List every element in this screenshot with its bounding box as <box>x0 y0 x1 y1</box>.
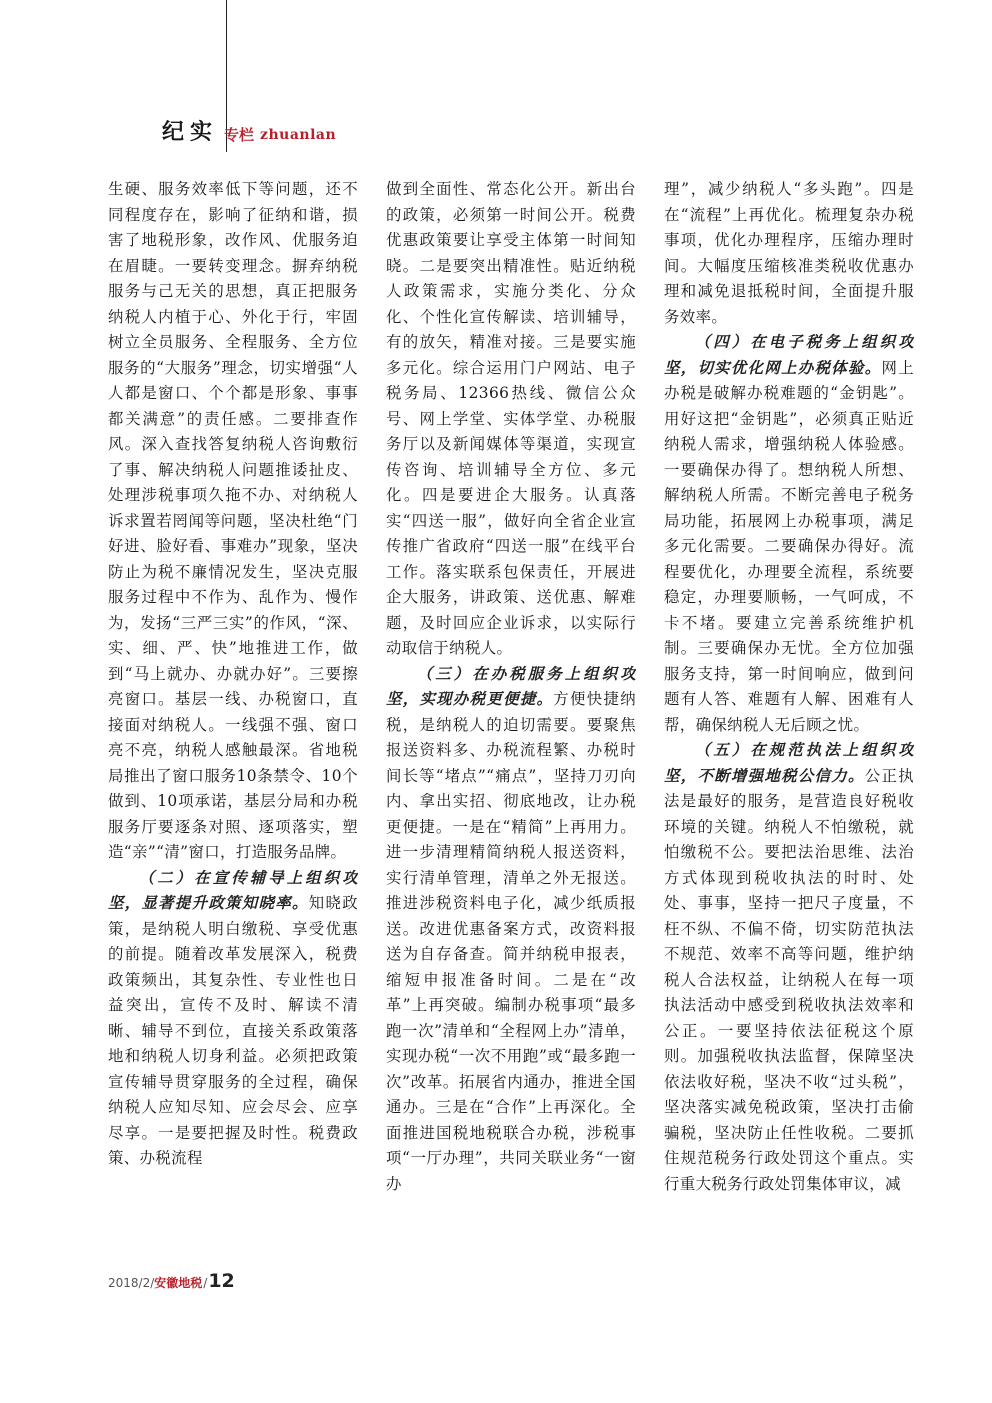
text-column-2 <box>386 177 636 1249</box>
column-pinyin: zhuanlan <box>260 127 337 143</box>
paragraph-body: 公正执法是最好的服务，是营造良好税收环境的关键。纳税人不怕缴税，就怕缴税不公。要把法治思维、法治方式体现到税收执法的时时、处处、事事，坚持一把尺子度量，不枉不纵、不偏不倚，切实防范执法不规范、效率不高等问题，维护纳税人合法权益，让纳税人在每一项执法活动中感受到税收执法效率和公正。一要坚持依法征税这个原则。加强税收执法监督，保障坚决依法收好税，坚决不收“过头税”，坚决落实减免税政策，坚决打击偷骗税，坚决防止任性收税。二要抓住规范税务行政处罚这个重点。实行重大税务行政处罚集体审议，减 <box>664 766 914 1193</box>
paragraph: 理”，减少纳税人“多头跑”。四是在“流程”上再优化。梳理复杂办税事项，优化办理程序，压缩办理时间。大幅度压缩核准类税收优惠办理和减免退抵税时间，全面提升服务效率。 <box>664 180 914 326</box>
footer-separator: / <box>203 1276 208 1290</box>
paragraph-body: 方便快捷纳税，是纳税人的迫切需要。要聚焦报送资料多、办税流程繁、办税时间长等“堵点”“痛点”，坚持刀刃向内、拿出实招、彻底地改，让办税更便捷。一是在“精简”上再用力。进一步清理精简纳税人报送资料，实行清单管理，清单之外无报送。推进涉税资料电子化，减少纸质报送。改进优惠备案方式，改资料报送为自存备查。简并纳税申报表，缩短申报准备时间。二是在“改革”上再突破。编制办税事项“最多跑一次”清单和“全程网上办”清单，实现办税“一次不用跑”或“最多跑一次”改革。拓展省内通办，推进全国通办。三是在“合作”上再深化。全面推进国税地税联合办税，涉税事项“一厅办理”，共同关联业务“一窗办 <box>386 690 636 1193</box>
magazine-name: 安徽地税 <box>154 1276 203 1290</box>
paragraph <box>664 738 914 1197</box>
paragraph: 生硬、服务效率低下等问题，还不同程度存在，影响了征纳和谐，损害了地税形象，改作风、优服务迫在眉睫。一要转变理念。摒弃纳税服务与己无关的思想，真正把服务纳税人内植于心、外化于行，牢固树立全员服务、全程服务、全方位服务的“大服务”理念，切实增强“人人都是窗口、个个都是形象、事事都关满意”的责任感。二要排查作风。深入查找答复纳税人咨询敷衍了事、解决纳税人问题推诿扯皮、处理涉税事项久拖不办、对纳税人诉求置若罔闻等问题，坚决杜绝“门好进、脸好看、事难办”现象，坚决防止为税不廉情况发生，坚决克服服务过程中不作为、乱作为、慢作为，发扬“三严三实”的作风，“深、实、细、严、快”地推进工作，做到“马上就办、办就办好”。三要擦亮窗口。基层一线、办税窗口，直接面对纳税人。一线强不强、窗口亮不亮，纳税人感触最深。省地税局推出了窗口服务10条禁令、10个做到、10项承诺，基层分局和办税服务厅要逐条对照、逐项落实，塑造“亲”“清”窗口，打造服务品牌。 <box>108 180 358 861</box>
page-footer <box>108 1270 235 1292</box>
paragraph-body: 网上办税是破解办税难题的“金钥匙”。用好这把“金钥匙”，必须真正贴近纳税人需求，增强纳税人体验感。一要确保办得了。想纳税人所想、解纳税人所需。不断完善电子税务局功能，拓展网上办税事项，满足多元化需要。二要确保办得好。流程要优化，办理要全流程，系统要稳定，办理要顺畅，一气呵成，不卡不堵。要建立完善系统维护机制。三要确保办无忧。全方位加强服务支持，第一时间响应，做到问题有人答、难题有人解、困难有人帮，确保纳税人无后顾之忧。 <box>664 358 914 734</box>
section-title: 纪实 <box>162 120 219 145</box>
paragraph <box>108 866 358 1172</box>
column-label: 专栏 <box>224 126 255 144</box>
section-heading: （三）在办税服务上组织攻坚，实现办税更便捷。 <box>386 664 636 708</box>
page-header <box>162 116 336 146</box>
paragraph <box>664 330 914 738</box>
paragraph: 做到全面性、常态化公开。新出台的政策，必须第一时间公开。税费优惠政策要让享受主体第一时间知晓。二是要突出精准性。贴近纳税人政策需求，实施分类化、分众化、个性化宣传解读、培训辅导，有的放矢，精准对接。三是要实施多元化。综合运用门户网站、电子税务局、12366热线、微信公众号、网上学堂、实体学堂、办税服务厅以及新闻媒体等渠道，实现宣传咨询、培训辅导全方位、多元化。四是要进企大服务。认真落实“四送一服”，做好向全省企业宣传推广省政府“四送一服”在线平台工作。落实联系包保责任，开展进企大服务，讲政策、送优惠、解难题，及时回应企业诉求，以实际行动取信于纳税人。 <box>386 180 636 657</box>
text-column-3 <box>664 177 914 1249</box>
section-heading: （四）在电子税务上组织攻坚，切实优化网上办税体验。 <box>664 333 914 377</box>
text-column-1 <box>108 177 358 1249</box>
page-number: 12 <box>208 1270 235 1292</box>
section-heading: （二）在宣传辅导上组织攻坚，显著提升政策知晓率。 <box>108 868 358 912</box>
section-heading: （五）在规范执法上组织攻坚，不断增强地税公信力。 <box>664 741 914 785</box>
paragraph <box>386 662 636 1198</box>
paragraph-body: 知晓政策，是纳税人明白缴税、享受优惠的前提。随着改革发展深入，税费政策频出，其复杂性、专业性也日益突出，宣传不及时、解读不清晰、辅导不到位，直接关系政策落地和纳税人切身利益。必须把政策宣传辅导贯穿服务的全过程，确保纳税人应知尽知、应会尽会、应享尽享。一是要把握及时性。税费政策、办税流程 <box>108 894 358 1167</box>
issue-date: 2018/2/ <box>108 1276 155 1290</box>
